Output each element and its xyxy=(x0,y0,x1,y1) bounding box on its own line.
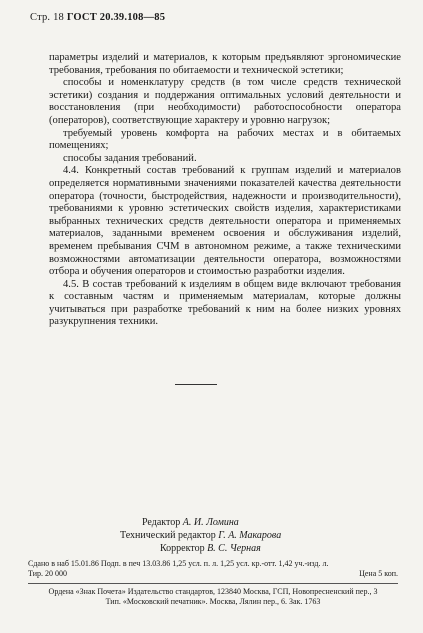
paragraph: способы и номенклатуру средств (в том числе средств технической эстетики) создания и поддержания оптимальных условий деятельности и восстановления (при необходимости) работоспособности оператора (операторов), соответствующие характеру и уровню нагрузок; xyxy=(49,77,401,126)
credits xyxy=(120,516,410,555)
printer-line: Тип. «Московский печатник». Москва, Лялин пер., 6. Зак. 1763 xyxy=(105,597,321,606)
corrector-line xyxy=(120,542,410,555)
imprint-line-2 xyxy=(28,569,398,579)
corrector-role: Корректор xyxy=(160,543,205,554)
body-text xyxy=(49,52,401,329)
page-number: Стр. 18 xyxy=(30,12,64,23)
paragraph: способы задания требований. xyxy=(63,152,197,164)
paragraph: 4.5. В состав требований к изделиям в общем виде включают требования к составным частям и применяемым материалам, которые должны учитываться при разработке требований к ним на более низких уровнях разукрупнения техники. xyxy=(49,278,401,328)
publisher-footer xyxy=(28,587,398,607)
page-header xyxy=(30,12,165,23)
section-divider xyxy=(175,384,217,385)
editor-name: А. И. Ломина xyxy=(182,517,239,528)
paragraph: 4.4. Конкретный состав требований к группам изделий и материалов определяется нормативными значениями показателей качества деятельности оператора (точности, быстродействия, надежности и производительности), требованиями к уровню эстетических свойств изделия, характеристиками выбранных технических средств деятельности оператора и применяемых материалов, заданными временем освоения и обслуживания изделий, временем пребывания СЧМ в автономном режиме, а также техническими возможностями автоматизации деятельности оператора, возможностями отбора и обучения операторов и стоимостью разработки изделия. xyxy=(49,165,401,278)
paragraph: требуемый уровень комфорта на рабочих местах и в обитаемых помещениях; xyxy=(49,127,401,152)
paragraph: параметры изделий и материалов, к которым предъявляют эргономические требования, требования по обитаемости и технической эстетики; xyxy=(49,52,401,76)
imprint-line: Сдано в наб 15.01.86 Подп. в печ 13.03.86 1,25 усл. п. л. 1,25 усл. кр.-отт. 1,42 уч.-изд. л. xyxy=(28,559,329,568)
tech-editor-name: Г. А. Макарова xyxy=(218,530,282,541)
editor-role: Редактор xyxy=(142,517,181,528)
publisher-line: Ордена «Знак Почета» Издательство стандартов, 123840 Москва, ГСП, Новопресненский пер., 3 xyxy=(48,587,378,596)
corrector-name: В. С. Черная xyxy=(207,543,261,554)
print-run: Тир. 20 000 xyxy=(28,569,67,578)
footer-rule xyxy=(28,583,398,584)
tech-editor-line xyxy=(120,529,410,542)
tech-editor-role: Технический редактор xyxy=(120,530,216,541)
price: Цена 5 коп. xyxy=(359,569,398,578)
standard-code: ГОСТ 20.39.108—85 xyxy=(66,12,166,23)
imprint xyxy=(28,559,398,579)
editor-line xyxy=(120,516,410,529)
